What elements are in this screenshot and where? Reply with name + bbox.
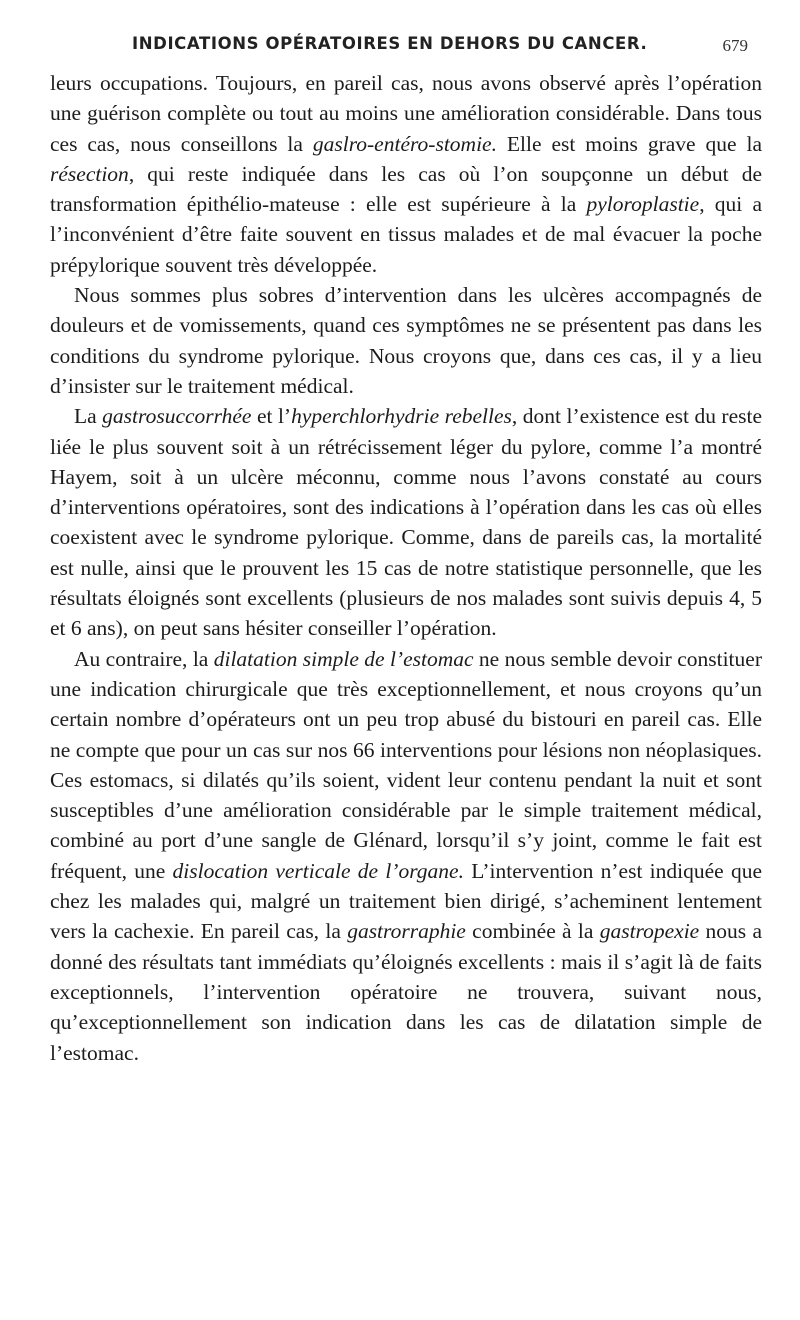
text-run: combinée à la bbox=[465, 919, 600, 944]
paragraph-1 bbox=[50, 68, 762, 280]
text-run: Elle est moins grave que la bbox=[496, 131, 762, 156]
italic-term: gastrorraphie bbox=[347, 919, 466, 944]
italic-term: pyloroplastie bbox=[586, 192, 700, 217]
running-head bbox=[132, 34, 772, 58]
text-run: Nous sommes plus sobres d’intervention dans les ulcères accompagnés de douleurs et de vomissements, quand ces symptômes ne se présentent pas dans les conditions du syndrome pylorique. Nous croyons que, dans ces cas, il y a lieu d’insister sur le traitement médical. bbox=[50, 283, 762, 398]
italic-term: gastrosuccorrhée bbox=[102, 404, 252, 429]
page-number: 679 bbox=[722, 36, 748, 55]
text-run: L’intervention n’est indiquée que chez les malades qui, malgré un traitement bien dirigé, s’acheminent lentement vers la cachexie. En pareil cas, la bbox=[50, 858, 763, 944]
running-title: INDICATIONS OPÉRATOIRES EN DEHORS DU CANCER. bbox=[132, 34, 648, 53]
body-text bbox=[50, 68, 762, 1068]
text-run: leurs occupations. Toujours, en pareil cas, nous avons observé après l’opération une guérison complète ou tout au moins une amélioration considérable. Dans tous ces cas, nous conseillons la bbox=[50, 71, 762, 156]
italic-term: gastropexie bbox=[599, 919, 700, 944]
text-run: nous a donné des résultats tant immédiats qu’éloignés excellents : mais il s’agit là de faits exceptionnels, l’intervention opératoire ne trouvera, suivant nous, qu’exceptionnellement son indication dans les cas de dilatation simple de l’estomac. bbox=[50, 919, 762, 1065]
paragraph-3 bbox=[50, 401, 762, 643]
text-run: , qui a l’inconvénient d’être faite souvent en tissus malades et de mal évacuer la poche prépylorique souvent très développée. bbox=[50, 192, 762, 277]
text-run: ne nous semble devoir constituer une indication chirurgicale que très exceptionnellement, et nous croyons qu’un certain nombre d’opérateurs ont un peu trop abusé du bistouri en pareil cas. Elle ne compte que pour un cas sur nos 66 interventions pour lésions non néoplasiques. Ces estomacs, si dilatés qu’ils soient, vident leur contenu pendant la nuit et sont susceptibles d’une amélioration considérable par le simple traitement médical, combiné au port d’une sangle de Glénard, lorsqu’il s’y joint, comme le fait est fréquent, une bbox=[50, 646, 762, 883]
paragraph-4 bbox=[50, 644, 762, 1068]
italic-term: résection bbox=[50, 161, 129, 186]
text-run: , qui reste indiquée dans les cas où l’on soupçonne un début de transformation épithélio-mateuse : elle est supérieure à la bbox=[50, 161, 762, 217]
paragraph-2 bbox=[50, 280, 762, 401]
italic-term: dilatation simple de l’estomac bbox=[213, 646, 474, 671]
italic-term: gaslro-entéro-stomie. bbox=[312, 131, 497, 156]
italic-term: dislocation verticale de l’organe. bbox=[172, 858, 464, 883]
italic-term: hyperchlorhydrie rebelles bbox=[291, 404, 512, 429]
text-run: Au contraire, la bbox=[74, 646, 214, 671]
text-run: et l’ bbox=[251, 404, 292, 429]
text-run: , dont l’existence est du reste liée le plus souvent soit à un rétrécissement léger du pylore, comme l’a montré Hayem, soit à un ulcère méconnu, comme nous l’avons constaté au cours d’interventions opératoires, sont des indications à l’opération dans les cas où elles coexistent avec le syndrome pylorique. Comme, dans de pareils cas, la mortalité est nulle, ainsi que le prouvent les 15 cas de notre statistique personnelle, que les résultats éloignés sont excellents (plusieurs de nos malades sont suivis depuis 4, 5 et 6 ans), on peut sans hésiter conseiller l’opération. bbox=[50, 404, 763, 641]
text-run: La bbox=[74, 404, 103, 429]
